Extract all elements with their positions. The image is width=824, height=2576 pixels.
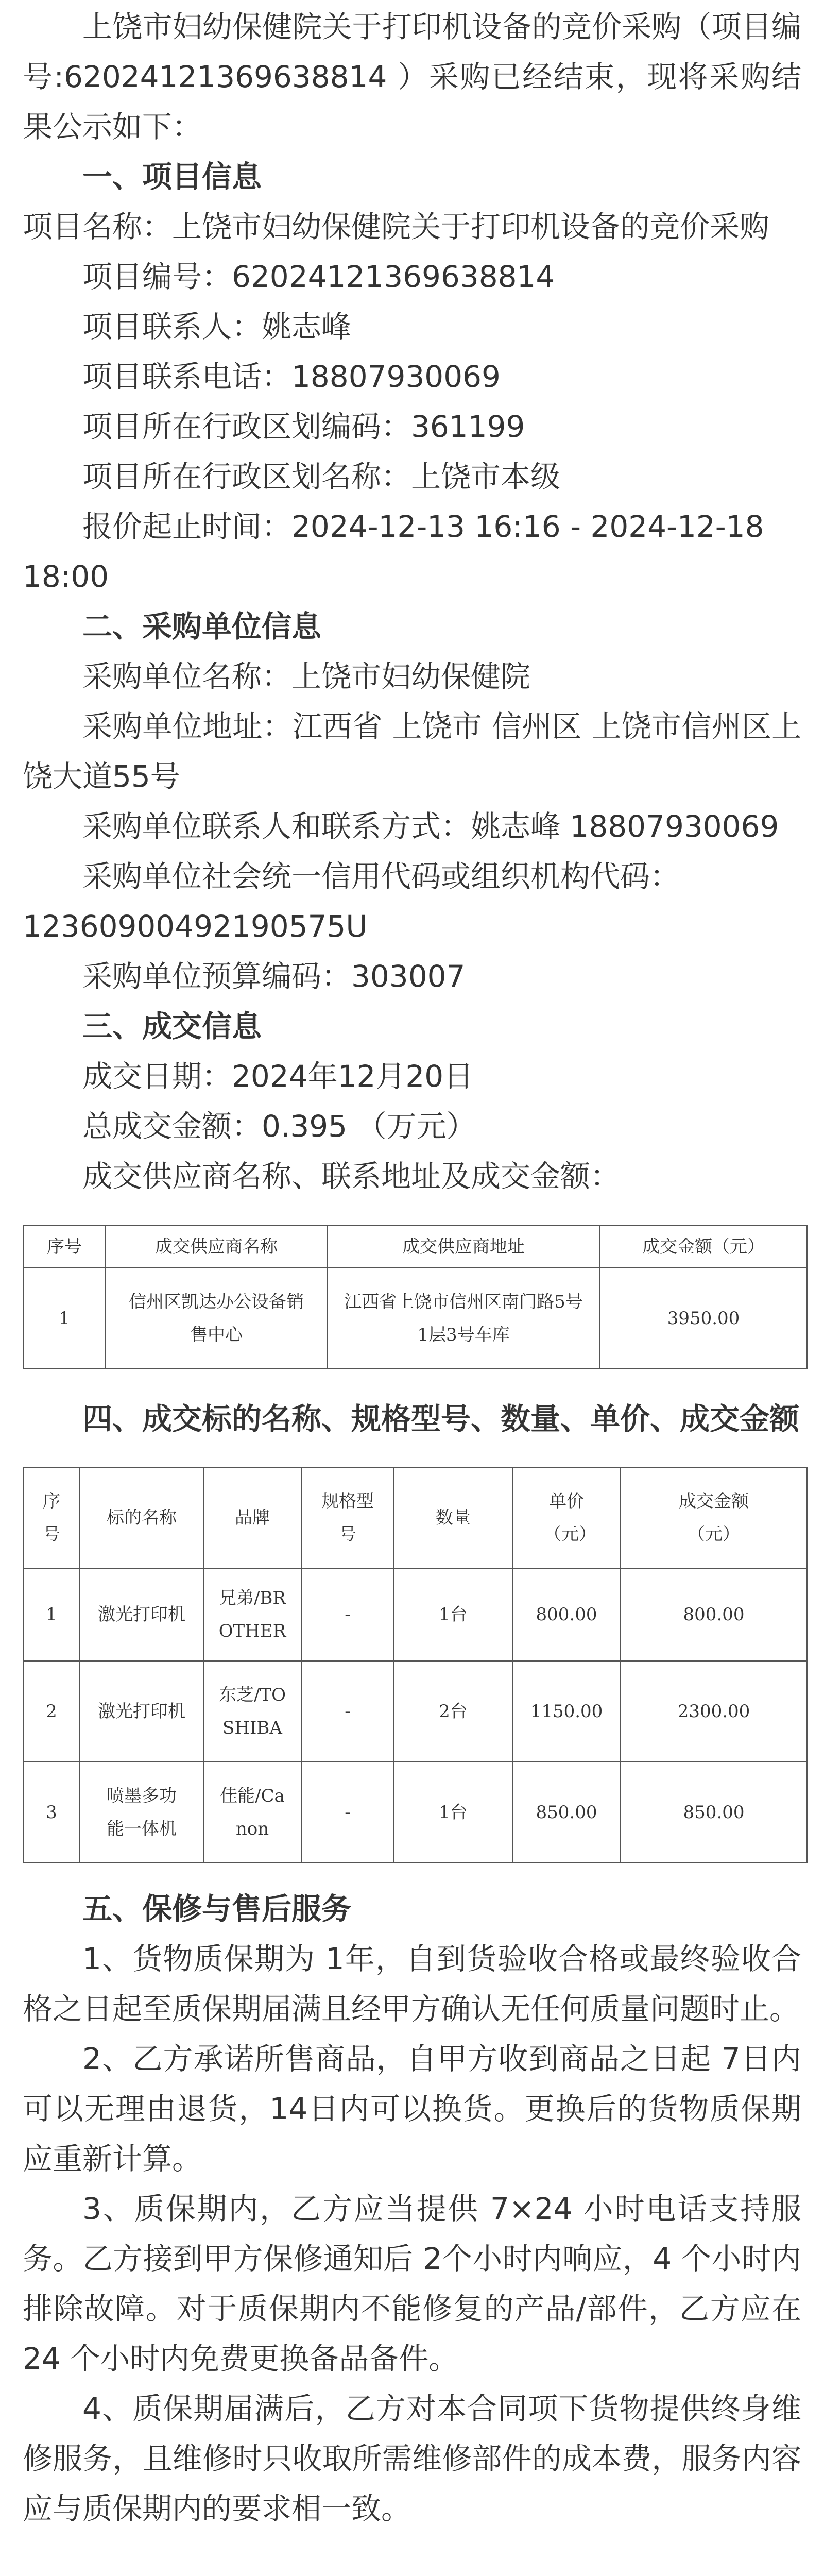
purchaser-address: 采购单位地址：江西省 上饶市 信州区 上饶市信州区上饶大道55号 [23,709,801,794]
table-cell: 1 [23,1568,80,1661]
signature-spacer [23,2534,801,2576]
project-region-code: 项目所在行政区划编码：361199 [82,409,525,444]
table-cell: 800.00 [621,1568,807,1661]
supplier-table-header [23,1226,807,1268]
table-row [23,1661,807,1762]
items-table [23,1467,808,1863]
table-cell: 1 [23,1268,106,1369]
supplier-line: 成交供应商名称、联系地址及成交金额： [82,1159,621,1194]
table-cell: 2台 [394,1661,512,1762]
supplier-table-header-cell: 序号 [23,1226,106,1268]
warranty-item: 4、质保期届满后，乙方对本合同项下货物提供终身维修服务，且维修时只收取所需维修部件的成本费，服务内容应与质保期内的要求相一致。 [23,2391,801,2526]
table-cell: 激光打印机 [80,1568,203,1661]
deal-date: 成交日期：2024年12月20日 [82,1059,474,1094]
purchaser-credit-code-label: 采购单位社会统一信用代码或组织机构代码： [82,859,680,894]
table-cell: 3950.00 [600,1268,807,1369]
purchaser-name: 采购单位名称：上饶市妇幼保健院 [82,659,531,694]
table-cell: 江西省上饶市信州区南门路5号1层3号车库 [327,1268,600,1369]
table-row [23,1568,807,1661]
project-phone: 项目联系电话：18807930069 [82,359,501,394]
project-name: 项目名称：上饶市妇幼保健院关于打印机设备的竞价采购 [23,209,770,244]
table-cell: 2 [23,1661,80,1762]
table-cell: 兄弟/BROTHER [203,1568,301,1661]
items-table-header-cell: 序号 [23,1467,80,1568]
supplier-table-header-cell: 成交供应商名称 [106,1226,327,1268]
intro-paragraph: 上饶市妇幼保健院关于打印机设备的竞价采购（项目编号:62024121369638814 ）采购已经结束，现将采购结果公示如下： [23,9,801,144]
table-cell: 东芝/TOSHIBA [203,1661,301,1762]
purchaser-contact: 采购单位联系人和联系方式：姚志峰 18807930069 [82,809,779,844]
table-cell: 2300.00 [621,1661,807,1762]
items-table-header-cell: 规格型号 [301,1467,394,1568]
table-cell: 1台 [394,1762,512,1863]
table-cell: 850.00 [512,1762,621,1863]
table-cell: 3 [23,1762,80,1863]
table-row [23,1268,807,1369]
table-cell: 激光打印机 [80,1661,203,1762]
table-cell: 信州区凯达办公设备销售中心 [106,1268,327,1369]
supplier-table-header-cell: 成交金额（元） [600,1226,807,1268]
items-table-header-cell: 数量 [394,1467,512,1568]
warranty-item: 3、质保期内，乙方应当提供 7×24 小时电话支持服务。乙方接到甲方保修通知后 2个小时内响应，4 个小时内排除故障。对于质保期内不能修复的产品/部件，乙方应在 24 个小时内免费更换备品备件。 [23,2191,801,2376]
section-heading-project-info: 一、项目信息 [82,159,262,194]
section-heading-items: 四、成交标的名称、规格型号、数量、单价、成交金额 [82,1401,800,1436]
table-cell: 800.00 [512,1568,621,1661]
supplier-table-header-cell: 成交供应商地址 [327,1226,600,1268]
table-cell: 喷墨多功能一体机 [80,1762,203,1863]
purchaser-budget-code: 采购单位预算编码：303007 [82,959,466,994]
table-cell: 1台 [394,1568,512,1661]
items-table-header [23,1467,807,1568]
items-table-header-cell: 成交金额（元） [621,1467,807,1568]
warranty-item: 1、货物质保期为 1年，自到货验收合格或最终验收合格之日起至质保期届满且经甲方确认无任何质量问题时止。 [23,1941,801,2026]
items-table-header-cell: 单价（元） [512,1467,621,1568]
quote-time: 报价起止时间：2024-12-13 16:16 - 2024-12-18 18:00 [23,509,764,594]
table-cell: - [301,1568,394,1661]
table-cell: - [301,1762,394,1863]
table-cell: - [301,1661,394,1762]
project-contact: 项目联系人：姚志峰 [82,309,352,344]
project-region-name: 项目所在行政区划名称：上饶市本级 [82,459,561,494]
deal-total-amount: 总成交金额：0.395 （万元） [82,1109,476,1144]
table-cell: 1150.00 [512,1661,621,1762]
table-cell: 佳能/Canon [203,1762,301,1863]
table-row [23,1762,807,1863]
supplier-table [23,1225,808,1369]
section-heading-purchaser-info: 二、采购单位信息 [82,609,322,644]
table-cell: 850.00 [621,1762,807,1863]
project-code: 项目编号：62024121369638814 [82,259,555,294]
purchaser-credit-code: 12360900492190575U [23,909,368,944]
section-heading-warranty: 五、保修与售后服务 [82,1891,352,1926]
items-table-header-cell: 标的名称 [80,1467,203,1568]
section-heading-deal-info: 三、成交信息 [82,1009,262,1044]
items-table-header-cell: 品牌 [203,1467,301,1568]
warranty-item: 2、乙方承诺所售商品，自甲方收到商品之日起 7日内可以无理由退货，14日内可以换货。更换后的货物质保期应重新计算。 [23,2041,801,2176]
